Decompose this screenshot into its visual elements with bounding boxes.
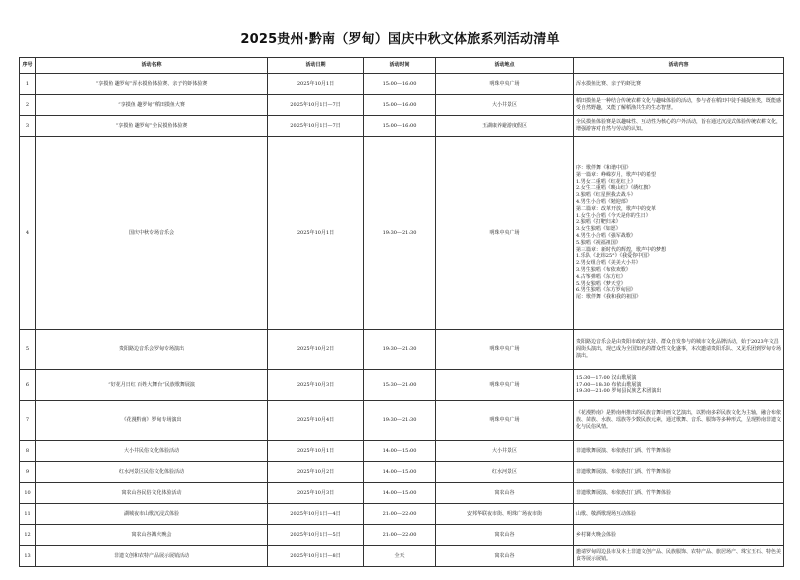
cell-time: 21:00—22:00	[364, 504, 436, 525]
cell-name: 大小井民俗文化体验活动	[36, 441, 268, 462]
cell-time: 19:30—21:30	[364, 137, 436, 330]
cell-time: 15:30—21:00	[364, 370, 436, 401]
cell-content: 非遗歌舞展演、布依族打门酒、竹竿舞体验	[574, 462, 784, 483]
table-row	[20, 483, 784, 504]
header-place: 活动地点	[436, 58, 574, 74]
cell-name: “好花月日红 百姓大舞台”民族歌舞展演	[36, 370, 268, 401]
cell-content: 乡村篝火晚会体验	[574, 525, 784, 546]
cell-content: 山歌、敬酒歌现场互动体验	[574, 504, 784, 525]
cell-date: 2025年10月1日—7日	[268, 95, 364, 116]
cell-no: 6	[20, 370, 36, 401]
cell-content: 浑水摸鱼比赛、亲子钓虾比赛	[574, 74, 784, 95]
table-row	[20, 462, 784, 483]
cell-name: 红水河景区民俗文化体验活动	[36, 462, 268, 483]
cell-content: 非遗歌舞展演、布依族打门酒、竹竿舞体验	[574, 441, 784, 462]
table-header-row	[20, 58, 784, 74]
cell-time: 全天	[364, 546, 436, 567]
cell-no: 5	[20, 330, 36, 370]
header-name: 活动名称	[36, 58, 268, 74]
cell-time: 15:00—16:00	[364, 95, 436, 116]
cell-name: 寓农山谷民俗文化体验活动	[36, 483, 268, 504]
cell-place: 明珠中央广场	[436, 74, 574, 95]
cell-date: 2025年10月1日—7日	[268, 116, 364, 137]
table-row	[20, 137, 784, 330]
cell-date: 2025年10月1日—4日	[268, 504, 364, 525]
cell-place: 玉湖康养避游度假区	[436, 116, 574, 137]
cell-content: 非遗歌舞展演、布依族打门酒、竹竿舞体验	[574, 483, 784, 504]
cell-time: 19:30—21:30	[364, 401, 436, 441]
cell-no: 4	[20, 137, 36, 330]
cell-name: “享摸鱼 趣罗甸”全民摸鱼体验赛	[36, 116, 268, 137]
table-row	[20, 116, 784, 137]
cell-no: 11	[20, 504, 36, 525]
cell-time: 19:30—21:30	[364, 330, 436, 370]
cell-content: 《花漫黔南》是黔南州推出的民族音舞诗画文艺演出，以黔南多彩民族文化为主轴，融合布依族、苗族、水族、瑶族等少数民族元素，通过歌舞、音乐、服饰等多种形式，呈现黔南非遗文化与民俗风情。	[574, 401, 784, 441]
cell-date: 2025年10月1日—8日	[268, 546, 364, 567]
cell-date: 2025年10月2日	[268, 462, 364, 483]
cell-name: 国庆中秋专场音乐会	[36, 137, 268, 330]
cell-place: 寓农山谷	[436, 546, 574, 567]
cell-content: 稻田摸鱼是一种结合传统农耕文化与趣味体验的活动，参与者在稻田中徒手捕捉鱼类，既能感受自然野趣，又能了解稻渔共生的生态智慧。	[574, 95, 784, 116]
cell-place: 红水河景区	[436, 462, 574, 483]
cell-name: 寓农山谷篝火晚会	[36, 525, 268, 546]
table-row	[20, 95, 784, 116]
table-row	[20, 441, 784, 462]
cell-content: 邀请罗甸周边县市及本土非遗文创产品、民族服饰、农特产品、旅居场产、珠宝玉石、特色美食等展示展销。	[574, 546, 784, 567]
cell-no: 3	[20, 116, 36, 137]
cell-date: 2025年10月3日	[268, 370, 364, 401]
table-row	[20, 370, 784, 401]
document-title: 2025贵州·黔南（罗甸）国庆中秋文体旅系列活动清单	[240, 32, 560, 47]
cell-place: 明珠中央广场	[436, 401, 574, 441]
cell-time: 15:00—16:00	[364, 74, 436, 95]
cell-place: 明珠中央广场	[436, 330, 574, 370]
cell-name: “享摸鱼 趣罗甸”稻田摸鱼大赛	[36, 95, 268, 116]
cell-place: 大小井景区	[436, 95, 574, 116]
cell-no: 12	[20, 525, 36, 546]
cell-content: 贵阳路边音乐会是由贵阳市政府支持、群众自发参与的城市文化品牌活动，始于2023年文昌阁街头演出，现已成为全国知名的群众性文化盛事，本次邀请贵阳乐队、又见乐团到罗甸专场演出。	[574, 330, 784, 370]
header-no: 序号	[20, 58, 36, 74]
cell-no: 7	[20, 401, 36, 441]
header-content: 活动内容	[574, 58, 784, 74]
header-time: 活动时间	[364, 58, 436, 74]
cell-place: 大小井景区	[436, 441, 574, 462]
cell-no: 2	[20, 95, 36, 116]
cell-place: 明珠中央广场	[436, 137, 574, 330]
cell-time: 15:00—16:00	[364, 116, 436, 137]
cell-no: 13	[20, 546, 36, 567]
cell-no: 8	[20, 441, 36, 462]
cell-time: 14:00—15:00	[364, 462, 436, 483]
cell-content: 序：歌伴舞《和谐中国》 第一篇章：峥嵘岁月，歌声中的希望 1.男女二重唱《红花红上》 2.女生二重唱《映山红》《绣红旗》 3.独唱《红星照我去战斗》 4.男生小合唱《勉迎部》 第二篇章：改革开放，歌声中的变革 1.女生小合唱《今天是你的生日》 2.独唱《打靶归来》 3.女生独唱《如愿》 4.男生小合唱《强军战歌》 5.独唱《祝福祖国》 第三篇章：新时代的辉煌，歌声中的梦想 1.乐队《北纬25°》《我爱你中国》 2.男女组合唱《美美大小井》 3.男生独唱《布依欢歌》 4.古筝弹唱《东方红》 5.男女独唱《梦天堂》 6.男生独唱《东方罗甸园》 尾：歌伴舞《我和我的祖国》	[574, 137, 784, 330]
table-row	[20, 74, 784, 95]
cell-no: 9	[20, 462, 36, 483]
table-row	[20, 546, 784, 567]
cell-date: 2025年10月2日	[268, 330, 364, 370]
cell-content: 全民摸鱼体验赛是以趣味性、互动性为核心的户外活动，旨在通过沉浸式体验传统农耕文化，增强游客对自然与劳动的认知。	[574, 116, 784, 137]
cell-name: 贵阳路边音乐会罗甸专场演出	[36, 330, 268, 370]
cell-content: 15:30—17:00 汉山歌展演 17:00—18:30 布依山歌展演 19:30—21:00 罗甸县民族艺术团演出	[574, 370, 784, 401]
header-date: 活动日期	[268, 58, 364, 74]
cell-name: 《花漫黔南》罗甸专场演出	[36, 401, 268, 441]
cell-date: 2025年10月1日	[268, 441, 364, 462]
table-row	[20, 401, 784, 441]
cell-date: 2025年10月1日	[268, 137, 364, 330]
cell-name: “享摸鱼 趣罗甸”浑水摸鱼体验赛、亲子钓虾体验赛	[36, 74, 268, 95]
cell-time: 14:00—15:00	[364, 483, 436, 504]
cell-date: 2025年10月1日	[268, 74, 364, 95]
cell-no: 10	[20, 483, 36, 504]
cell-name: 非遗文创和农特产品展示展销活动	[36, 546, 268, 567]
cell-place: 安邦华联夜市街、明珠广场夜市街	[436, 504, 574, 525]
cell-time: 14:00—15:00	[364, 441, 436, 462]
table-row	[20, 330, 784, 370]
cell-date: 2025年10月4日	[268, 401, 364, 441]
cell-place: 寓农山谷	[436, 525, 574, 546]
cell-date: 2025年10月3日	[268, 483, 364, 504]
cell-no: 1	[20, 74, 36, 95]
cell-place: 寓农山谷	[436, 483, 574, 504]
activity-table	[19, 57, 784, 567]
cell-name: 湖城夜市山歌沉浸式体验	[36, 504, 268, 525]
table-row	[20, 504, 784, 525]
cell-time: 21:00—22:00	[364, 525, 436, 546]
table-row	[20, 525, 784, 546]
cell-date: 2025年10月1日—5日	[268, 525, 364, 546]
cell-place: 明珠中央广场	[436, 370, 574, 401]
